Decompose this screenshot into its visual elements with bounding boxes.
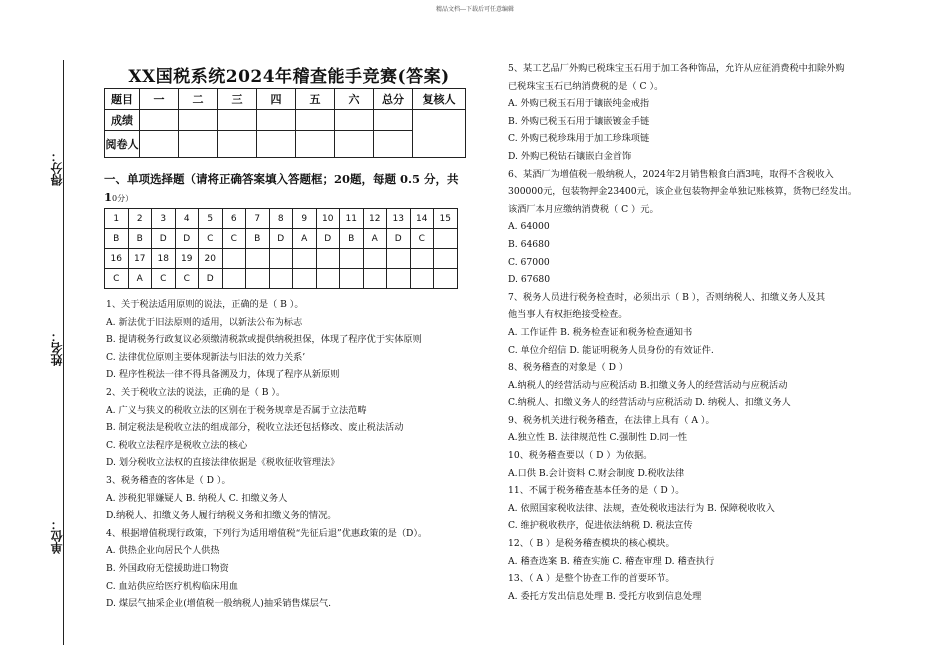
question-line: 他当事人有权拒绝接受检查。 xyxy=(508,309,628,321)
question-number-cell: 20 xyxy=(199,249,223,269)
empty-answer-cell xyxy=(316,249,340,269)
empty-answer-cell xyxy=(410,269,434,289)
page-title: XX国税系统2024年稽查能手竞赛(答案) xyxy=(128,67,450,87)
question-line: A. 涉税犯罪嫌疑人 B. 纳税人 C. 扣缴义务人 xyxy=(106,492,288,504)
score-cell[interactable] xyxy=(179,110,218,131)
question-number-cell: 5 xyxy=(199,209,223,229)
answer-cell: C xyxy=(222,229,246,249)
empty-answer-cell xyxy=(316,269,340,289)
score-header-cell: 一 xyxy=(140,89,179,110)
question-number-cell: 17 xyxy=(128,249,152,269)
score-header-cell: 五 xyxy=(296,89,335,110)
answer-row xyxy=(105,229,458,249)
question-number-cell: 11 xyxy=(340,209,364,229)
answer-cell: C xyxy=(105,269,129,289)
question-line: 3、税务稽查的客体是（ D ）。 xyxy=(106,474,231,486)
answer-cell: D xyxy=(316,229,340,249)
score-cell[interactable] xyxy=(257,110,296,131)
question-line: D. 煤层气抽采企业(增值税一般纳税人)抽采销售煤层气. xyxy=(106,598,332,610)
empty-answer-cell xyxy=(434,249,458,269)
score-header-cell: 六 xyxy=(335,89,374,110)
score-cell[interactable] xyxy=(374,110,413,131)
answer-cell: C xyxy=(410,229,434,249)
score-header-cell: 复核人 xyxy=(413,89,466,110)
score-header-cell: 题目 xyxy=(105,89,140,110)
question-line: C. 维护税收秩序，促进依法纳税 D. 税法宣传 xyxy=(508,520,693,532)
question-line: A. 稽查选案 B. 稽查实施 C. 稽查审理 D. 稽查执行 xyxy=(508,555,715,567)
score-cell[interactable] xyxy=(335,110,374,131)
question-line: A. 广义与狭义的税收立法的区别在于税务规章是否属于立法范畴 xyxy=(106,404,367,416)
answer-cell: D xyxy=(152,229,176,249)
score-cell[interactable] xyxy=(296,110,335,131)
answer-cell: C xyxy=(199,229,223,249)
score-cell[interactable] xyxy=(374,131,413,158)
answer-cell: A xyxy=(128,269,152,289)
score-cell[interactable] xyxy=(296,131,335,158)
empty-answer-cell xyxy=(363,269,387,289)
question-line: C. 血站供应给医疗机构临床用血 xyxy=(106,580,238,592)
answer-cell: B xyxy=(128,229,152,249)
empty-answer-cell xyxy=(293,249,317,269)
answer-cell: B xyxy=(246,229,270,249)
answer-cell: A xyxy=(293,229,317,249)
question-number-cell: 19 xyxy=(175,249,199,269)
score-table-row xyxy=(105,110,466,131)
question-line: 7、税务人员进行税务检查时，必须出示（ B ），否则纳税人、扣缴义务人及其 xyxy=(508,291,826,303)
empty-answer-cell xyxy=(363,249,387,269)
question-line: C. 税收立法程序是税收立法的核心 xyxy=(106,439,248,451)
question-line: A. 委托方发出信息处理 B. 受托方收到信息处理 xyxy=(508,590,702,602)
section-heading-small: 0分） xyxy=(112,194,134,203)
score-header-cell: 三 xyxy=(218,89,257,110)
question-line: A.口供 B.会计资料 C.财会制度 D.税收法律 xyxy=(508,467,685,479)
question-number-cell: 2 xyxy=(128,209,152,229)
question-line: A. 供热企业向居民个人供热 xyxy=(106,545,220,557)
empty-answer-cell xyxy=(340,249,364,269)
question-line: A. 依照国家税收法律、法规，查处税收违法行为 B. 保障税收收入 xyxy=(508,502,775,514)
score-header-cell: 总分 xyxy=(374,89,413,110)
question-line: D. 程序性税法一律不得具备溯及力，体现了程序从新原则 xyxy=(106,369,340,381)
question-line: 9、税务机关进行税务稽查，在法律上具有（ A ）。 xyxy=(508,414,715,426)
question-line: B. 外购已税玉石用于镶嵌镀金手链 xyxy=(508,115,650,127)
answer-number-row xyxy=(105,209,458,229)
question-number-cell: 6 xyxy=(222,209,246,229)
score-row-label: 成绩 xyxy=(105,110,140,131)
question-line: C. 外购已税珍珠用于加工珍珠项链 xyxy=(508,133,650,145)
question-line: A. 64000 xyxy=(508,221,550,233)
question-line: 13、（ A ）是整个协查工作的首要环节。 xyxy=(508,573,675,585)
answer-cell: B xyxy=(105,229,129,249)
score-table xyxy=(104,88,466,158)
question-line: 已税珠宝玉石已纳消费税的是（ C ）。 xyxy=(508,80,664,92)
unit-side-label: 单位： xyxy=(50,518,64,554)
name-side-label: 姓名： xyxy=(50,330,64,366)
answer-cell xyxy=(434,229,458,249)
score-cell[interactable] xyxy=(140,110,179,131)
score-header-cell: 二 xyxy=(179,89,218,110)
question-line: A. 外购已税玉石用于镶嵌纯金戒指 xyxy=(508,98,650,110)
empty-answer-cell xyxy=(387,269,411,289)
score-cell[interactable] xyxy=(218,131,257,158)
answer-cell: C xyxy=(152,269,176,289)
empty-answer-cell xyxy=(434,269,458,289)
empty-answer-cell xyxy=(410,249,434,269)
answer-table xyxy=(104,208,458,289)
empty-answer-cell xyxy=(222,269,246,289)
answer-row xyxy=(105,269,458,289)
question-number-cell: 7 xyxy=(246,209,270,229)
question-line: 2、关于税收立法的说法，正确的是（ B ）。 xyxy=(106,386,286,398)
question-number-cell: 10 xyxy=(316,209,340,229)
score-cell[interactable] xyxy=(140,131,179,158)
question-line: 1、关于税法适用原则的说法，正确的是（ B ）。 xyxy=(106,299,304,310)
empty-answer-cell xyxy=(269,249,293,269)
question-line: 12、（ B ）是税务稽查模块的核心模块。 xyxy=(508,538,675,550)
question-line: 该酒厂本月应缴纳消费税（ C ）元。 xyxy=(508,203,659,215)
question-line: 4、根据增值税现行政策，下列行为适用增值税“先征后退”优惠政策的是（D）。 xyxy=(106,527,428,539)
score-side-label: 得分： xyxy=(50,150,64,186)
empty-answer-cell xyxy=(246,269,270,289)
question-line: 10、税务稽查要以（ D ）为依据。 xyxy=(508,450,653,462)
question-line: C.纳税人、扣缴义务人的经营活动与应税活动 D. 纳税人、扣缴义务人 xyxy=(508,397,791,409)
question-line: B. 外国政府无偿援助进口物资 xyxy=(106,562,229,574)
question-line: B. 提请税务行政复议必须缴清税款或提供纳税担保，体现了程序优于实体原则 xyxy=(106,334,422,346)
score-cell[interactable] xyxy=(218,110,257,131)
empty-answer-cell xyxy=(222,249,246,269)
empty-answer-cell xyxy=(387,249,411,269)
question-line: 11、不属于税务稽查基本任务的是（ D ）。 xyxy=(508,485,685,497)
reviewer-cell[interactable] xyxy=(413,110,466,158)
score-cell[interactable] xyxy=(335,131,374,158)
score-table-row xyxy=(105,131,466,158)
question-line: B. 制定税法是税收立法的组成部分，税收立法还包括修改、废止税法活动 xyxy=(106,422,404,434)
section-heading xyxy=(104,170,474,208)
question-line: C. 67000 xyxy=(508,256,550,268)
question-line: 6、某酒厂为增值税一般纳税人，2024年2月销售粮食白酒3吨，取得不含税收入 xyxy=(508,168,834,180)
question-line: A. 新法优于旧法原则的适用，以新法公布为标志 xyxy=(106,316,303,328)
question-number-cell: 18 xyxy=(152,249,176,269)
empty-answer-cell xyxy=(340,269,364,289)
score-cell[interactable] xyxy=(257,131,296,158)
answer-cell: D xyxy=(269,229,293,249)
question-number-cell: 16 xyxy=(105,249,129,269)
question-line: D. 划分税收立法权的直接法律依据是《税收征收管理法》 xyxy=(106,457,340,469)
questions-right-column xyxy=(508,60,858,605)
score-header-cell: 四 xyxy=(257,89,296,110)
empty-answer-cell xyxy=(269,269,293,289)
question-line: D.纳税人、扣缴义务人履行纳税义务和扣缴义务的情况。 xyxy=(106,510,337,522)
answer-cell: D xyxy=(199,269,223,289)
question-line: B. 64680 xyxy=(508,238,550,250)
empty-answer-cell xyxy=(293,269,317,289)
question-line: 8、税务稽查的对象是（ D ） xyxy=(508,362,629,374)
answer-number-row xyxy=(105,249,458,269)
question-line: A.纳税人的经营活动与应税活动 B.扣缴义务人的经营活动与应税活动 xyxy=(508,379,788,391)
empty-answer-cell xyxy=(246,249,270,269)
answer-cell: D xyxy=(387,229,411,249)
question-number-cell: 8 xyxy=(269,209,293,229)
score-table-header-row xyxy=(105,89,466,110)
question-line: 5、某工艺品厂外购已税珠宝玉石用于加工各种饰品，允许从应征消费税中扣除外购 xyxy=(508,63,845,74)
answer-cell: D xyxy=(175,229,199,249)
answer-cell: C xyxy=(175,269,199,289)
question-line: A.独立性 B. 法律规范性 C.强制性 D.同一性 xyxy=(508,432,688,444)
question-number-cell: 3 xyxy=(152,209,176,229)
score-row-label: 阅卷人 xyxy=(105,131,140,158)
score-cell[interactable] xyxy=(179,131,218,158)
question-line: C. 法律优位原则主要体现新法与旧法的效力关系’ xyxy=(106,351,306,363)
question-number-cell: 14 xyxy=(410,209,434,229)
question-line: C. 单位介绍信 D. 能证明税务人员身份的有效证件. xyxy=(508,344,714,356)
question-line: 300000元，包装物押金23400元，该企业包装物押金单独记账核算，货物已经发出。 xyxy=(508,186,858,198)
header-note: 精品文档---下载后可任意编辑 xyxy=(435,6,515,13)
question-number-cell: 12 xyxy=(363,209,387,229)
question-number-cell: 15 xyxy=(434,209,458,229)
question-line: D. 67680 xyxy=(508,274,551,286)
question-line: A. 工作证件 B. 税务检查证和税务检查通知书 xyxy=(508,326,693,338)
section-heading-text: 一、单项选择题（请将正确答案填入答题框；20题，每题 0.5 分，共 1 xyxy=(104,172,459,204)
question-number-cell: 9 xyxy=(293,209,317,229)
question-number-cell: 4 xyxy=(175,209,199,229)
question-number-cell: 1 xyxy=(105,209,129,229)
question-line: D. 外购已税钻石镶嵌白金首饰 xyxy=(508,150,632,162)
answer-cell: B xyxy=(340,229,364,249)
answer-cell: A xyxy=(363,229,387,249)
questions-left-column xyxy=(106,296,476,613)
question-number-cell: 13 xyxy=(387,209,411,229)
